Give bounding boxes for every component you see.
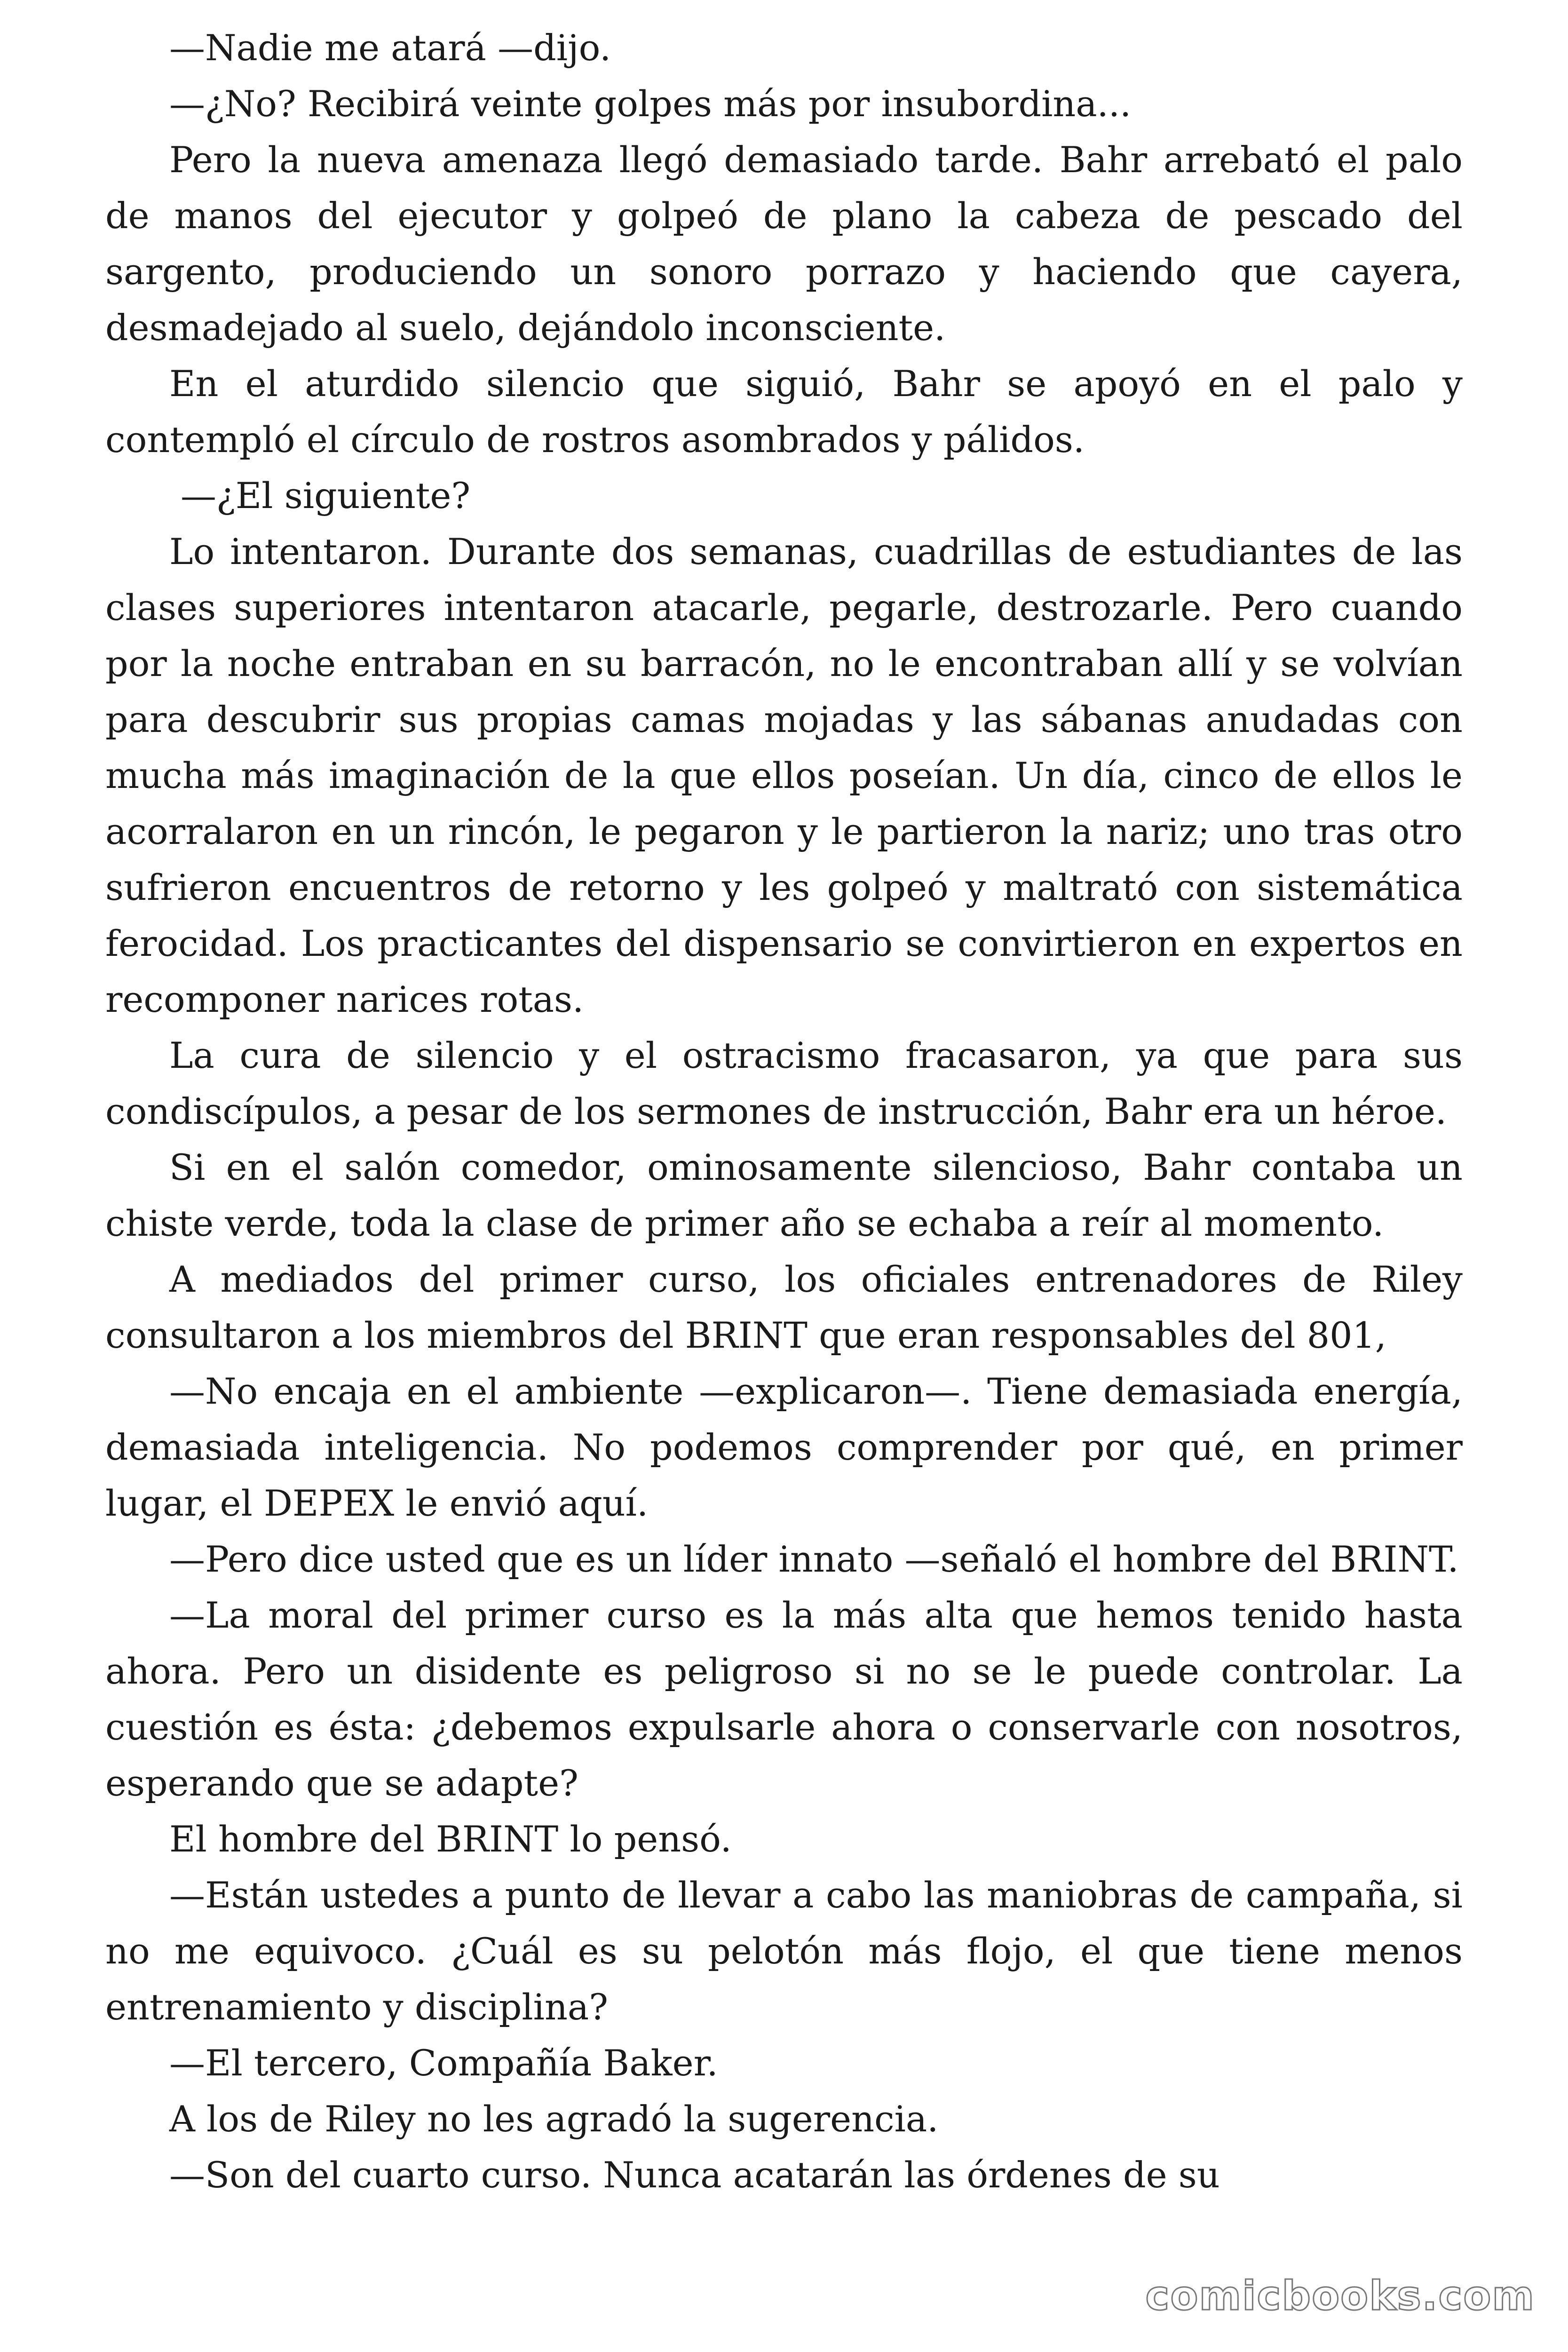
watermark-logo: comicbooks.com: [1145, 2273, 1535, 2320]
paragraph-salon-comedor: Si en el salón comedor, ominosamente silencioso, Bahr contaba un chiste verde, toda la clase de primer año se echaba a reír al momento.: [105, 1146, 1463, 1244]
paragraph-dialogue-cuarto-curso: —Son del cuarto curso. Nunca acatarán las órdenes de su: [169, 2154, 1220, 2196]
paragraph-dialogue-maniobras: —Están ustedes a punto de llevar a cabo las maniobras de campaña, si no me equivoco. ¿Cuál es su pelotón más flojo, el que tiene menos entrenamiento y disciplina?: [105, 1874, 1463, 2028]
paragraph-dialogue-moral: —La moral del primer curso es la más alta que hemos tenido hasta ahora. Pero un disidente es peligroso si no se le puede controlar. La cuestión es ésta: ¿debemos expulsarle ahora o conservarle con nosotros, esperando que se adapte?: [105, 1594, 1463, 1804]
paragraph-cura-silencio: La cura de silencio y el ostracismo fracasaron, ya que para sus condiscípulos, a pesar de los sermones de instrucción, Bahr era un héroe.: [105, 1034, 1463, 1132]
paragraph-dialogue-nadie: —Nadie me atará —dijo.: [169, 27, 611, 69]
paragraph-mediados-curso: A mediados del primer curso, los oficiales entrenadores de Riley consultaron a los miembros del BRINT que eran responsables del 801,: [105, 1258, 1463, 1356]
paragraph-silencio: En el aturdido silencio que siguió, Bahr se apoyó en el palo y contempló el círculo de rostros asombrados y pálidos.: [105, 363, 1463, 461]
paragraph-amenaza: Pero la nueva amenaza llegó demasiado tarde. Bahr arrebató el palo de manos del ejecutor y golpeó de plano la cabeza de pescado del sargento, produciendo un sonoro porrazo y haciendo que cayera, desmadejado al suelo, dejándolo inconsciente.: [105, 139, 1463, 349]
paragraph-dialogue-no-encaja: —No encaja en el ambiente —explicaron—. Tiene demasiada energía, demasiada inteligencia. No podemos comprender por qué, en primer lugar, el DEPEX le envió aquí.: [105, 1370, 1463, 1524]
paragraph-dialogue-no: —¿No? Recibirá veinte golpes más por insubordina...: [169, 83, 1132, 125]
paragraph-intentaron: Lo intentaron. Durante dos semanas, cuadrillas de estudiantes de las clases superiores intentaron atacarle, pegarle, destrozarle. Pero cuando por la noche entraban en su barracón, no le encontraban allí y se volvían para descubrir sus propias camas mojadas y las sábanas anudadas con mucha más imaginación de la que ellos poseían. Un día, cinco de ellos le acorralaron en un rincón, le pegaron y le partieron la nariz; uno tras otro sufrieron encuentros de retorno y les golpeó y maltrató con sistemática ferocidad. Los practicantes del dispensario se convirtieron en expertos en recomponer narices rotas.: [105, 531, 1463, 1020]
paragraph-dialogue-siguiente: —¿El siguiente?: [181, 475, 471, 516]
paragraph-dialogue-lider: —Pero dice usted que es un líder innato —señaló el hombre del BRINT.: [169, 1538, 1459, 1580]
paragraph-dialogue-tercero: —El tercero, Compañía Baker.: [169, 2042, 718, 2084]
paragraph-brint-penso: El hombre del BRINT lo pensó.: [169, 1818, 732, 1860]
book-page-text: [105, 20, 1463, 2203]
paragraph-riley-sugerencia: A los de Riley no les agradó la sugerencia.: [169, 2098, 939, 2140]
